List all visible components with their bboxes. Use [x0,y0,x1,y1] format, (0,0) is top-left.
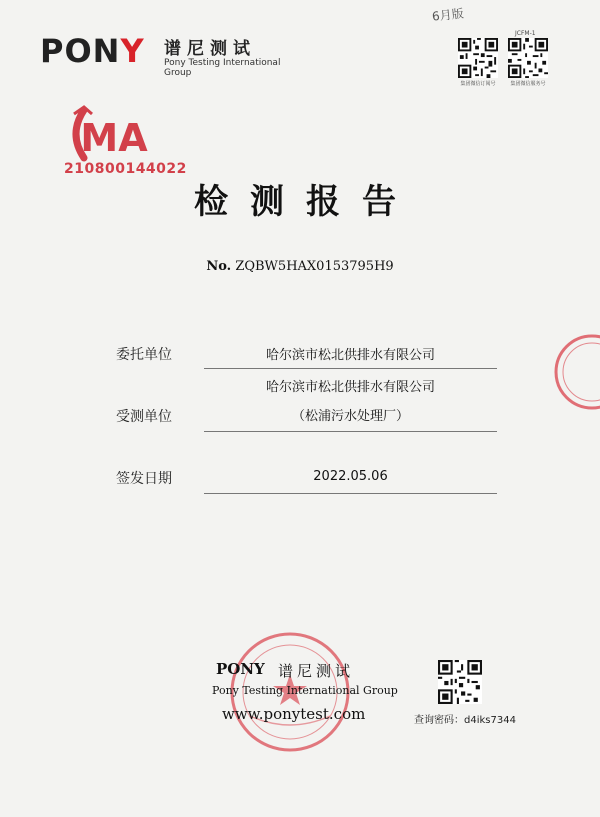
partial-seal-stamp [552,332,600,412]
divider [204,368,497,369]
tested-value-line2: （松浦污水处理厂） [291,409,409,424]
form-code: JCFM-1 [515,30,536,37]
tested-label: 受测单位 [116,409,172,425]
report-number-prefix: No. [206,259,232,274]
logo-letter-y: Y [120,32,145,70]
cma-certification-mark [64,104,160,164]
tested-value-line1: 哈尔滨市松北供排水有限公司 [265,380,435,395]
handwritten-note: 6月版 [431,6,465,24]
query-password-label: 查询密码： [414,715,464,726]
qr-left-caption: 集团微信订阅号 [460,81,496,87]
qr-code-icon [458,38,498,78]
issue-date-value: 2022.05.06 [313,469,388,484]
footer-brand-english: Pony Testing International Group [212,684,398,697]
footer-website: www.ponytest.com [222,705,366,723]
query-password-code: d4iks7344 [464,715,516,726]
query-qr-code-icon [438,660,482,704]
report-title: 检测报告 [194,182,418,222]
client-label: 委托单位 [116,347,172,363]
query-password [414,711,516,726]
logo-wordmark [40,32,145,70]
footer-brand: PONY [216,660,265,678]
cma-number: 210800144022 [64,161,187,177]
logo-text: PON [40,32,121,70]
brand-english: Pony Testing International Group [164,58,281,78]
qr-right-caption: 集团微信服务号 [510,81,546,87]
report-number-value: ZQBW5HAX0153795H9 [235,259,394,274]
brand-chinese: 谱尼测试 [164,39,256,59]
client-value: 哈尔滨市松北供排水有限公司 [265,348,435,363]
pony-logo [40,30,300,76]
issue-date-label: 签发日期 [116,471,172,487]
divider [204,431,497,432]
qr-code-icon [508,38,548,78]
cma-mark-text: MA [80,116,148,160]
footer-brand-chinese: 谱尼测试 [278,662,355,680]
report-number [0,259,600,274]
divider [204,493,497,494]
